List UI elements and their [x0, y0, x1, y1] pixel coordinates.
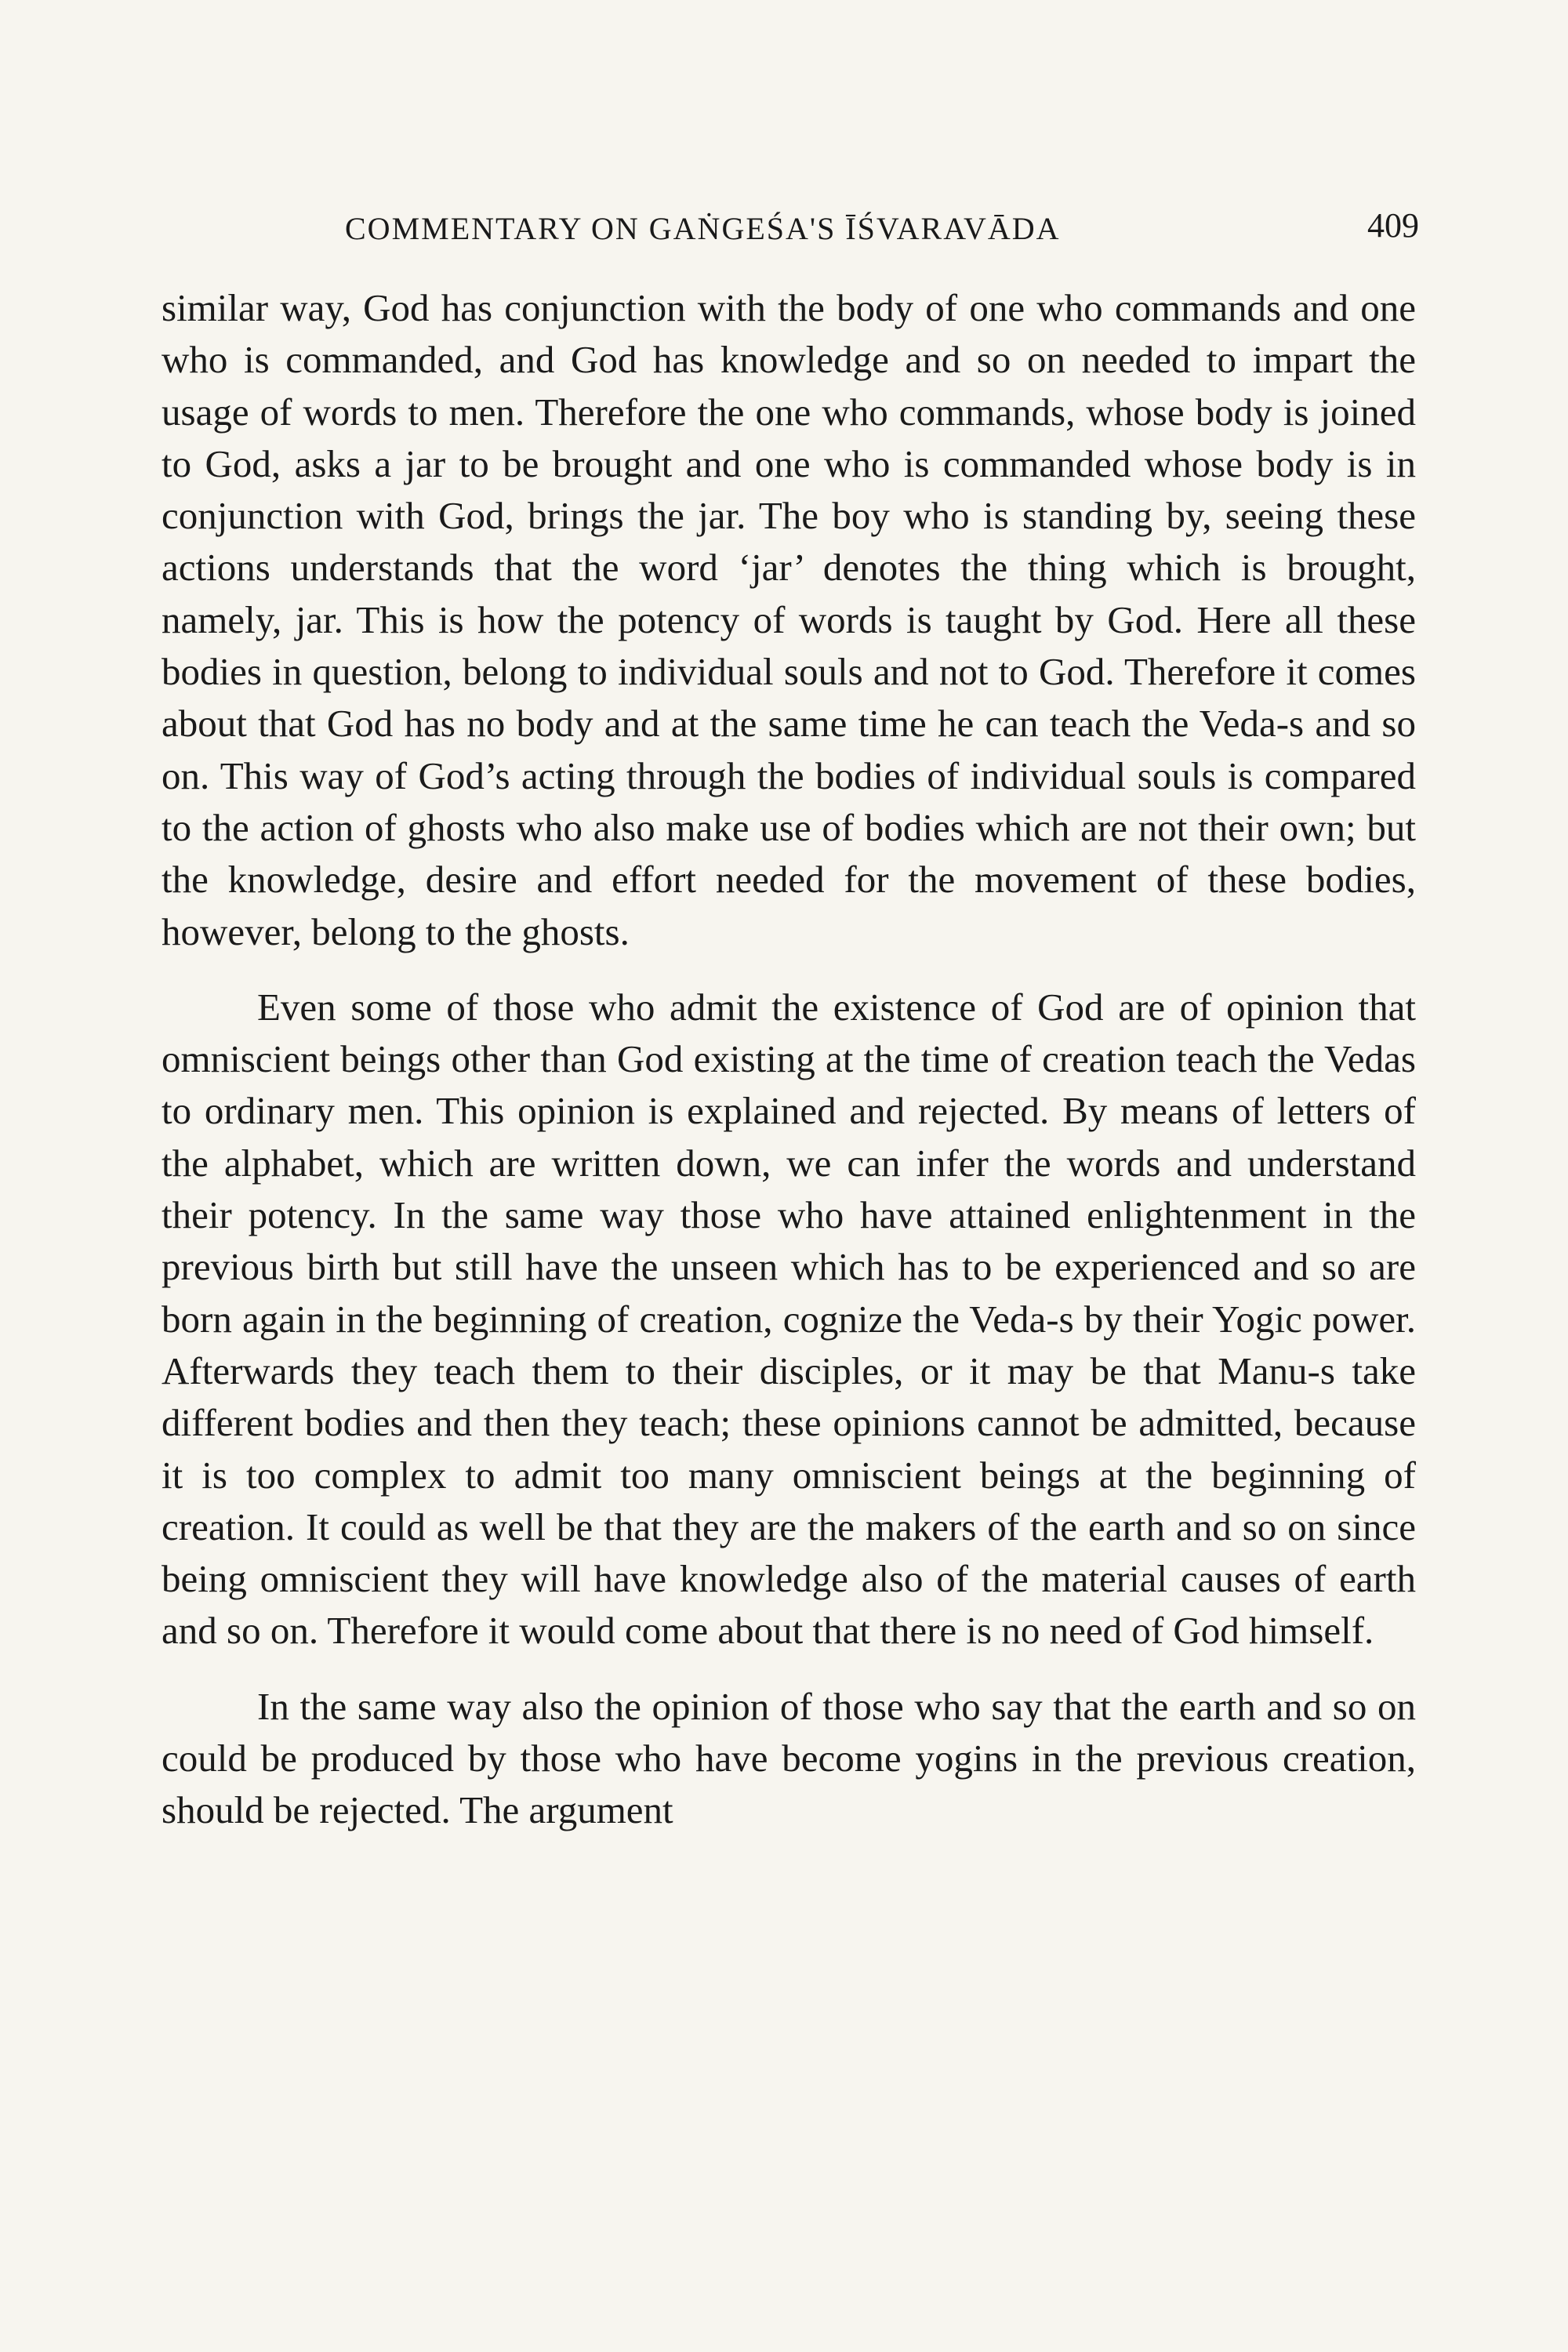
paragraph-3: In the same way also the opinion of those who say that the earth and so on could be produced by those who have become yogins in the previous creation, should be rejected. The argument	[162, 1684, 1416, 1832]
running-head	[165, 205, 1419, 252]
paragraph-2: Even some of those who admit the existence of God are of opinion that omniscient beings other than God existing at the time of creation teach the Vedas to ordinary men. This opinion is explained and rejected. By means of letters of the alphabet, which are written down, we can infer the words and understand their potency. In the same way those who have attained enlightenment in the previous birth but still have the unseen which has to be experienced and so are born again in the beginning of creation, cognize the Veda-s by their Yogic power. Afterwards they teach them to their disciples, or it may be that Manu-s take different bodies and then they teach; these opinions cannot be admitted, because it is too complex to admit too many omniscient beings at the beginning of creation. It could as well be that they are the makers of the earth and so on since being omniscient they will have knowledge also of the material causes of earth and so on. Therefore it would come about that there is no need of God himself.	[162, 985, 1416, 1653]
paragraph-1: similar way, God has conjunction with the body of one who commands and one who is commanded, and God has knowledge and so on needed to impart the usage of words to men. Therefore the one who commands, whose body is joined to God, asks a jar to be brought and one who is commanded whose body is in conjunction with God, brings the jar. The boy who is standing by, seeing these actions understands that the word ‘jar’ denotes the thing which is brought, namely, jar. This is how the potency of words is taught by God. Here all these bodies in question, belong to individual souls and not to God. Therefore it comes about that God has no body and at the same time he can teach the Veda-s and so on. This way of God’s acting through the bodies of individual souls is compared to the action of ghosts who also make use of bodies which are not their own; but the knowledge, desire and effort needed for the movement of these bodies, however, belong to the ghosts.	[162, 286, 1416, 953]
body-text	[162, 282, 1416, 1837]
page-number: 409	[1367, 206, 1419, 245]
running-title: COMMENTARY ON GAṄGEŚA'S ĪŚVARAVĀDA	[345, 211, 1061, 246]
